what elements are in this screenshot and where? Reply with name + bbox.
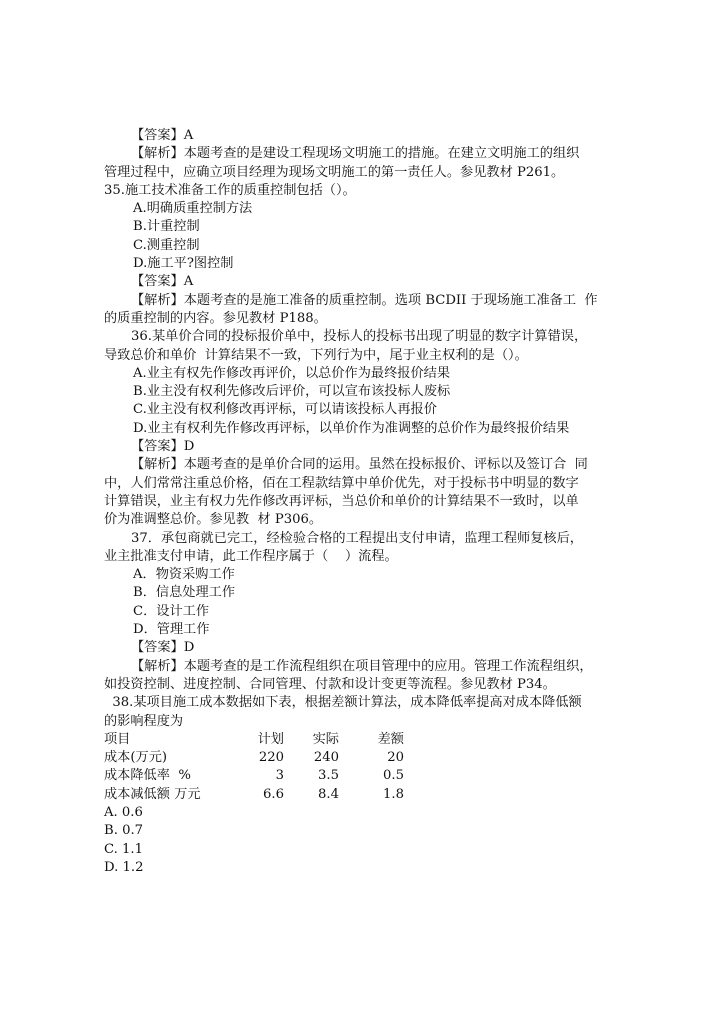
table-row bbox=[104, 749, 624, 767]
text-line: D.业主有权利先作修改再评标，以单价作为准调整的总价作为最终报价结果 bbox=[133, 420, 570, 436]
table-cell: 3 bbox=[275, 768, 284, 784]
table-header bbox=[104, 731, 624, 749]
text-line: 【解析】本题考查的是建设工程现场文明施工的措施。在建立文明施工的组织 bbox=[131, 146, 580, 162]
answer-option: B. 0.7 bbox=[104, 823, 144, 839]
table-header-cell: 差额 bbox=[377, 731, 404, 747]
text-line: 35.施工技术准备工作的质重控制包括（）。 bbox=[104, 182, 356, 198]
table-header-cell: 计划 bbox=[257, 731, 284, 747]
text-line: 38.某项目施工成本数据如下表，根据差额计算法，成本降低率提高对成本降低额 bbox=[104, 695, 582, 711]
text-line: B．信息处理工作 bbox=[133, 585, 236, 601]
text-line: 业主批准支付申请，此工作程序属于（ ）流程。 bbox=[104, 548, 398, 564]
text-line: 【解析】本题考查的是施工准备的质重控制。选项 BCDII 于现场施工准备工 作 bbox=[131, 292, 598, 308]
table-cell: 成本(万元) bbox=[104, 750, 168, 766]
text-line: 【答案】D bbox=[131, 439, 195, 455]
text-line: B.计重控制 bbox=[133, 219, 200, 235]
table-cell: 220 bbox=[258, 750, 284, 766]
text-line: C．设计工作 bbox=[133, 603, 210, 619]
answer-option: C. 1.1 bbox=[104, 841, 143, 857]
text-line: C.业主没有权利修改再评标，可以请该投标人再报价 bbox=[133, 402, 437, 418]
text-line: B.业主没有权利先修改后评价，可以宣布该投标人废标 bbox=[133, 384, 451, 400]
text-line: 中，人们常常注重总价格，佰在工程款结算中单价优先，对于投标书中明显的数字 bbox=[104, 475, 579, 491]
table-header-cell: 项目 bbox=[104, 731, 131, 747]
text-line: C.测重控制 bbox=[133, 237, 200, 253]
table-header-cell: 实际 bbox=[312, 731, 339, 747]
table-row bbox=[104, 767, 624, 785]
text-line: 【解析】本题考查的是工作流程组织在项目管理中的应用。管理工作流程组织， bbox=[131, 658, 593, 674]
text-line: 【答案】A bbox=[131, 274, 194, 290]
document-body bbox=[104, 127, 624, 877]
text-line: 如投资控制、进度控制、合同管理、付款和设计变更等流程。参见教材 P34。 bbox=[104, 676, 556, 692]
text-line: 37．承包商就已完工，经检验合格的工程提出支付申请，监理工程师复核后， bbox=[131, 530, 583, 546]
text-line: 的影响程度为 bbox=[104, 713, 184, 729]
answer-option: D. 1.2 bbox=[104, 859, 144, 875]
text-line: 导致总价和单价 计算结果不一致，下列行为中，尾于业主权利的是（）。 bbox=[104, 347, 528, 363]
table-cell: 3.5 bbox=[318, 768, 339, 784]
table-cell: 8.4 bbox=[318, 786, 339, 802]
cost-table bbox=[104, 731, 624, 804]
table-cell: 0.5 bbox=[383, 768, 404, 784]
table-cell: 240 bbox=[313, 750, 339, 766]
text-line: 【解析】本题考查的是单价合同的运用。虽然在投标报价、评标以及签订合 同 bbox=[131, 457, 588, 473]
text-line: D．管理工作 bbox=[133, 622, 210, 638]
text-line: A．物资采购工作 bbox=[133, 567, 235, 583]
text-line: 的质重控制的内容。参见教材 P188。 bbox=[104, 310, 327, 326]
table-cell: 6.6 bbox=[263, 786, 284, 802]
text-line: 36.某单价合同的投标报价单中，投标人的投标书出现了明显的数字计算错误， bbox=[131, 329, 588, 345]
text-line: D.施工平?图控制 bbox=[133, 256, 234, 272]
answer-option: A. 0.6 bbox=[104, 804, 143, 820]
text-line: 【答案】D bbox=[131, 640, 195, 656]
table-row bbox=[104, 786, 624, 804]
table-cell: 20 bbox=[387, 750, 404, 766]
table-cell: 成本降低率 % bbox=[104, 768, 191, 784]
text-line: 管理过程中，应确立项目经理为现场文明施工的第一责任人。参见教材 P261。 bbox=[104, 164, 565, 180]
text-line: A.明确质重控制方法 bbox=[133, 201, 253, 217]
text-line: 计算错误，业主有权力先作修改再评标，当总价和单价的计算结果不一致时，以单 bbox=[104, 493, 579, 509]
text-line: 【答案】A bbox=[131, 128, 194, 143]
table-cell: 成本减低额 万元 bbox=[104, 786, 201, 802]
text-line: A.业主有权先作修改再评价，以总价作为最终报价结果 bbox=[133, 365, 451, 381]
text-line: 价为准调整总价。参见教 材 P306。 bbox=[104, 512, 323, 528]
table-cell: 1.8 bbox=[383, 786, 404, 802]
